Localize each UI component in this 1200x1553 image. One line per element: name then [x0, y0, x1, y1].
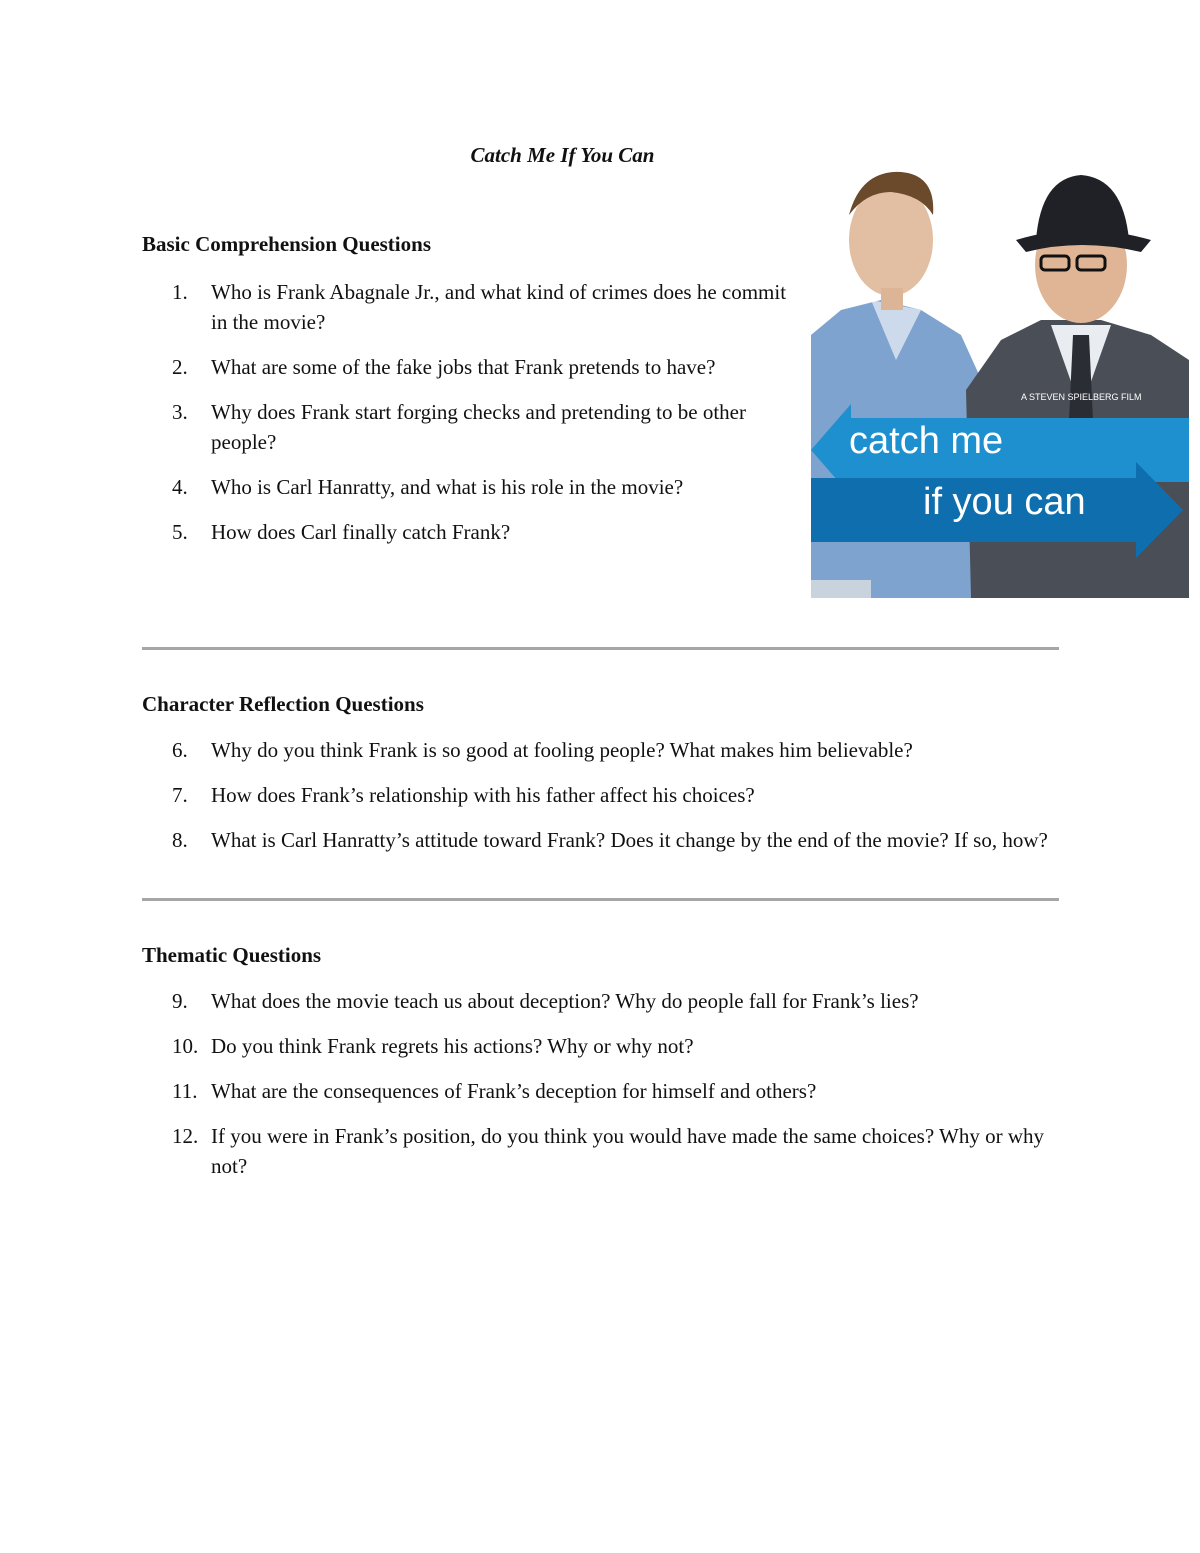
question-text: Who is Frank Abagnale Jr., and what kind of crimes does he commit in the movie? — [211, 280, 787, 334]
question-text: Why does Frank start forging checks and pretending to be other people? — [211, 400, 746, 454]
question-text: How does Carl finally catch Frank? — [211, 520, 511, 544]
question-number: 12. — [172, 1124, 199, 1148]
question-text: What is Carl Hanratty’s attitude toward Frank? Does it change by the end of the movie? If so, how? — [211, 828, 1048, 852]
question-text: Who is Carl Hanratty, and what is his role in the movie? — [211, 475, 684, 499]
poster-title-line2: if you can — [923, 481, 1086, 523]
question-number: 7. — [172, 783, 188, 807]
question-text: How does Frank’s relationship with his father affect his choices? — [211, 783, 755, 807]
question-text: If you were in Frank’s position, do you think you would have made the same choices? Why or why not? — [211, 1124, 1045, 1178]
list-item — [172, 986, 1052, 1016]
question-number: 1. — [172, 280, 188, 304]
list-item — [172, 1121, 1052, 1181]
poster-credit: A STEVEN SPIELBERG FILM — [1021, 392, 1142, 402]
section-divider — [142, 647, 1059, 650]
question-number: 4. — [172, 475, 188, 499]
list-item — [172, 1076, 1052, 1106]
list-item — [172, 397, 792, 457]
question-number: 10. — [172, 1034, 199, 1058]
list-item — [172, 825, 1052, 855]
question-list-character — [172, 735, 1052, 870]
question-list-basic — [172, 277, 792, 562]
question-number: 3. — [172, 400, 188, 424]
list-item — [172, 780, 1052, 810]
section-heading-basic: Basic Comprehension Questions — [142, 232, 431, 256]
question-number: 2. — [172, 355, 188, 379]
question-number: 5. — [172, 520, 188, 544]
section-divider — [142, 898, 1059, 901]
question-number: 8. — [172, 828, 188, 852]
question-number: 6. — [172, 738, 188, 762]
list-item — [172, 1031, 1052, 1061]
movie-poster-image — [811, 160, 1189, 598]
question-text: What are the consequences of Frank’s deception for himself and others? — [211, 1079, 817, 1103]
question-number: 11. — [172, 1079, 198, 1103]
list-item — [172, 277, 792, 337]
question-number: 9. — [172, 989, 188, 1013]
question-text: Why do you think Frank is so good at fooling people? What makes him believable? — [211, 738, 913, 762]
question-list-thematic — [172, 986, 1052, 1196]
document-title: Catch Me If You Can — [470, 143, 655, 167]
question-text: What does the movie teach us about deception? Why do people fall for Frank’s lies? — [211, 989, 919, 1013]
question-text: What are some of the fake jobs that Frank pretends to have? — [211, 355, 716, 379]
poster-title-line1: catch me — [849, 420, 1004, 462]
list-item — [172, 352, 792, 382]
section-heading-thematic: Thematic Questions — [142, 943, 322, 967]
list-item — [172, 472, 792, 502]
list-item — [172, 735, 1052, 765]
question-text: Do you think Frank regrets his actions? Why or why not? — [211, 1034, 694, 1058]
section-heading-character: Character Reflection Questions — [142, 692, 424, 716]
list-item — [172, 517, 792, 547]
